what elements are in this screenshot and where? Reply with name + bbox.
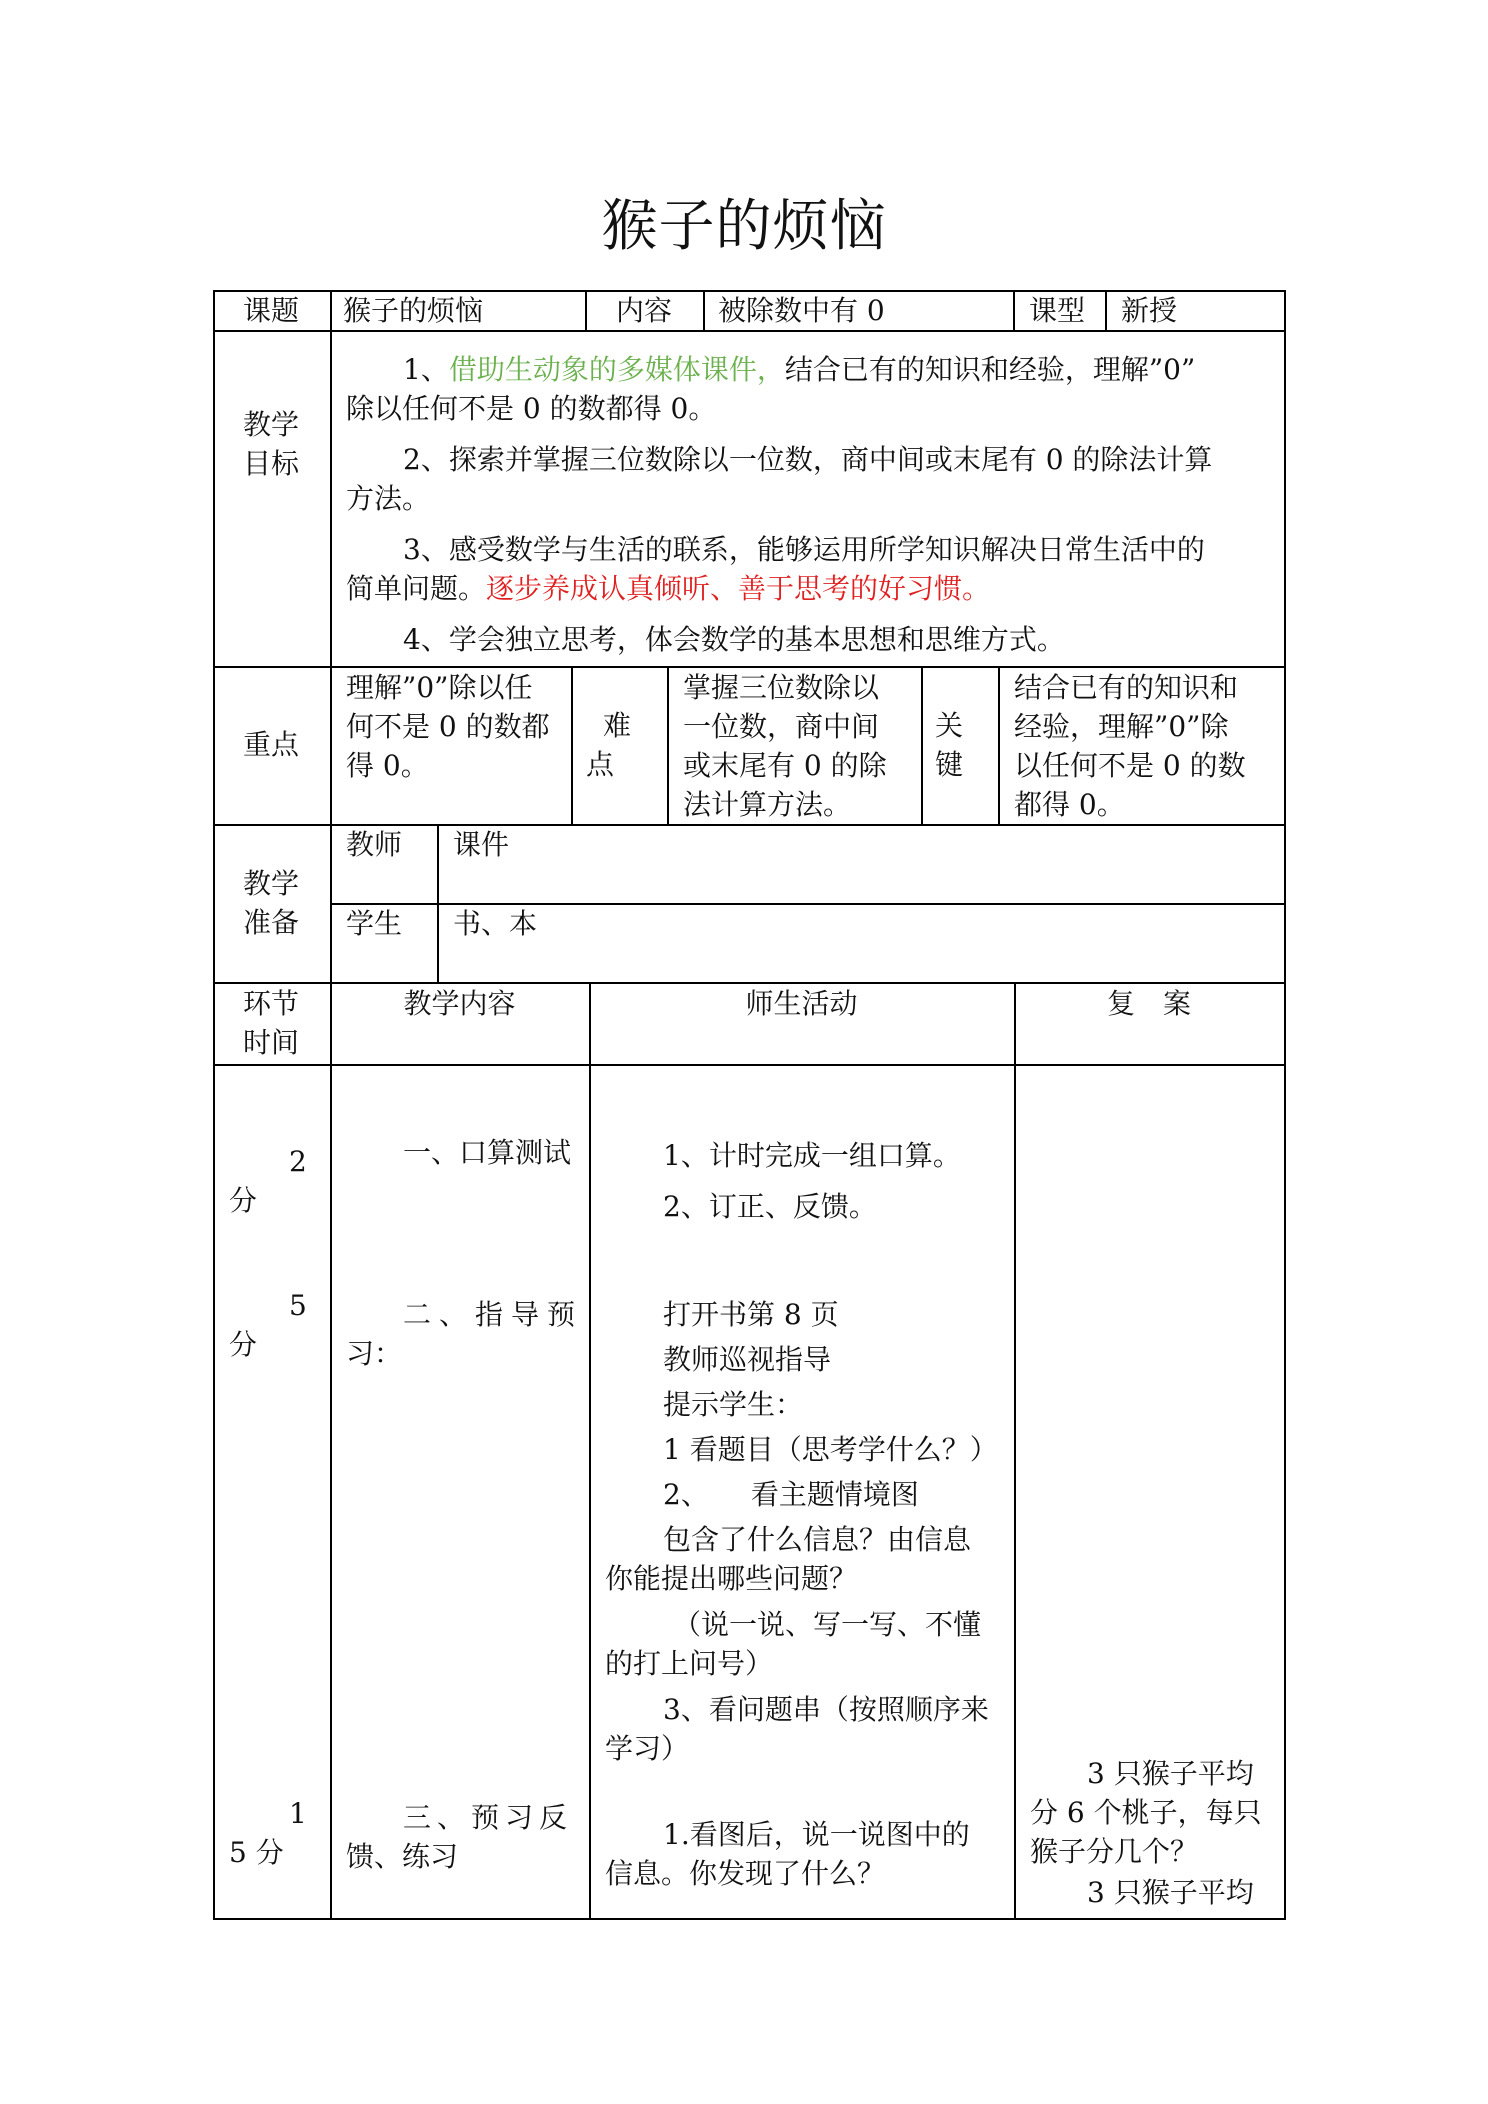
key-line: 经验，理解”0”除 (1014, 710, 1229, 743)
goal-2-line2: 方法。 (346, 482, 431, 515)
goal-1-highlight: 借助生动象的多媒体课件， (448, 353, 785, 386)
row1-time-line2: 分 (229, 1184, 258, 1217)
column-divider (437, 824, 439, 982)
row3-content-line2: 馈、练习 (346, 1840, 459, 1873)
row3-time-line2: 5 分 (229, 1836, 284, 1869)
key-line: 都得 0。 (1014, 788, 1125, 821)
col-time-line2: 时间 (243, 1026, 300, 1059)
table-border (213, 1918, 1286, 1920)
prep-label-line2: 准备 (243, 906, 300, 939)
row2-content-line1: 二、指导预 (403, 1298, 584, 1331)
column-divider (1105, 290, 1107, 330)
topic-label: 课题 (243, 294, 300, 327)
row1-time-line1: 2 (289, 1145, 307, 1178)
row2-activity: 1 看题目（思考学什么？） (663, 1433, 998, 1466)
row2-activity: 2、 看主题情境图 (663, 1478, 919, 1511)
type-label: 课型 (1029, 294, 1086, 327)
difficulty-line: 一位数，商中间 (683, 710, 880, 743)
goal-1-line1 (403, 350, 1195, 389)
review-line: 猴子分几个？ (1030, 1835, 1199, 1868)
row3-time-line1: 1 (289, 1797, 307, 1830)
difficulty-line: 掌握三位数除以 (683, 671, 880, 704)
column-divider (667, 666, 669, 824)
row3-activity: 1.看图后，说一说图中的 (663, 1818, 970, 1851)
review-line: 分 6 个桃子，每只 (1030, 1796, 1262, 1829)
row2-activity: 学习） (605, 1732, 690, 1765)
col-activity-header: 师生活动 (745, 987, 858, 1020)
difficulty-label-line2: 点 (586, 748, 615, 781)
goal-1-rest: 结合已有的知识和经验，理解”0” (784, 353, 1196, 386)
column-divider (921, 666, 923, 824)
column-divider (589, 982, 591, 1920)
row-divider (213, 1064, 1286, 1066)
row1-content: 一、口算测试 (403, 1136, 572, 1169)
row-divider (213, 330, 1286, 332)
page-title: 猴子的烦恼 (601, 194, 887, 259)
column-divider (1014, 982, 1016, 1920)
row2-content-line2: 习： (346, 1337, 403, 1370)
difficulty-label-line1: 难 (603, 709, 632, 742)
goal-3-line2 (346, 569, 990, 608)
goal-3-text: 简单问题。 (346, 572, 487, 605)
prep-teacher-label: 教师 (346, 828, 403, 861)
key-line: 以任何不是 0 的数 (1014, 749, 1246, 782)
row2-activity: 提示学生： (663, 1388, 804, 1421)
column-divider (998, 666, 1000, 824)
prep-student-value: 书、本 (453, 907, 538, 940)
row2-activity: 打开书第 8 页 (663, 1298, 839, 1331)
col-time-line1: 环节 (243, 987, 300, 1020)
goals-label-line1: 教学 (243, 408, 300, 441)
goals-label-line2: 目标 (243, 447, 300, 480)
col-review-header: 复 案 (1106, 987, 1191, 1020)
key-label-line1: 关 (935, 709, 964, 742)
goal-1-line2: 除以任何不是 0 的数都得 0。 (346, 392, 717, 425)
table-border (213, 290, 215, 1920)
lesson-plan-table (213, 290, 1286, 1920)
column-divider (703, 290, 705, 330)
column-divider (330, 290, 332, 1920)
goal-2-line1: 2、探索并掌握三位数除以一位数，商中间或末尾有 0 的除法计算 (403, 443, 1213, 476)
prep-student-label: 学生 (346, 907, 403, 940)
goal-3-line1: 3、感受数学与生活的联系，能够运用所学知识解决日常生活中的 (403, 533, 1205, 566)
content-label: 内容 (616, 294, 673, 327)
row3-content-line1: 三、预习反 (403, 1801, 574, 1834)
topic-value: 猴子的烦恼 (343, 294, 484, 327)
review-line: 3 只猴子平均 (1087, 1876, 1254, 1909)
row2-activity: 包含了什么信息？由信息 (663, 1523, 972, 1556)
review-line: 3 只猴子平均 (1087, 1757, 1254, 1790)
row2-time-line2: 分 (229, 1328, 258, 1361)
prep-teacher-value: 课件 (453, 828, 510, 861)
row2-activity: 的打上问号） (605, 1647, 774, 1680)
key-line: 结合已有的知识和 (1014, 671, 1239, 704)
focus-line: 得 0。 (346, 749, 429, 782)
column-divider (585, 290, 587, 330)
row2-activity: 3、看问题串（按照顺序来 (663, 1693, 989, 1726)
focus-line: 理解”0”除以任 (346, 671, 533, 704)
focus-line: 何不是 0 的数都 (346, 710, 550, 743)
row2-activity: （说一说、写一写、不懂 (673, 1608, 982, 1641)
type-value: 新授 (1121, 294, 1178, 327)
col-content-header: 教学内容 (403, 987, 516, 1020)
goal-4: 4、学会独立思考，体会数学的基本思想和思维方式。 (403, 623, 1065, 656)
prep-label-line1: 教学 (243, 867, 300, 900)
key-label-line2: 键 (935, 748, 964, 781)
column-divider (571, 666, 573, 824)
difficulty-line: 或末尾有 0 的除 (683, 749, 887, 782)
row2-activity: 教师巡视指导 (663, 1343, 832, 1376)
table-border (1284, 290, 1286, 1920)
goal-1-prefix: 1、 (403, 353, 449, 386)
row2-time-line1: 5 (289, 1289, 307, 1322)
focus-label: 重点 (243, 728, 300, 761)
content-value: 被除数中有 0 (718, 294, 885, 327)
row1-activity: 1、计时完成一组口算。 (663, 1139, 961, 1172)
goal-3-highlight: 逐步养成认真倾听、善于思考的好习惯。 (486, 572, 991, 605)
difficulty-line: 法计算方法。 (683, 788, 852, 821)
row2-activity: 你能提出哪些问题？ (605, 1562, 858, 1595)
row1-activity: 2、订正、反馈。 (663, 1190, 877, 1223)
column-divider (1013, 290, 1015, 330)
row3-activity: 信息。你发现了什么？ (605, 1857, 886, 1890)
